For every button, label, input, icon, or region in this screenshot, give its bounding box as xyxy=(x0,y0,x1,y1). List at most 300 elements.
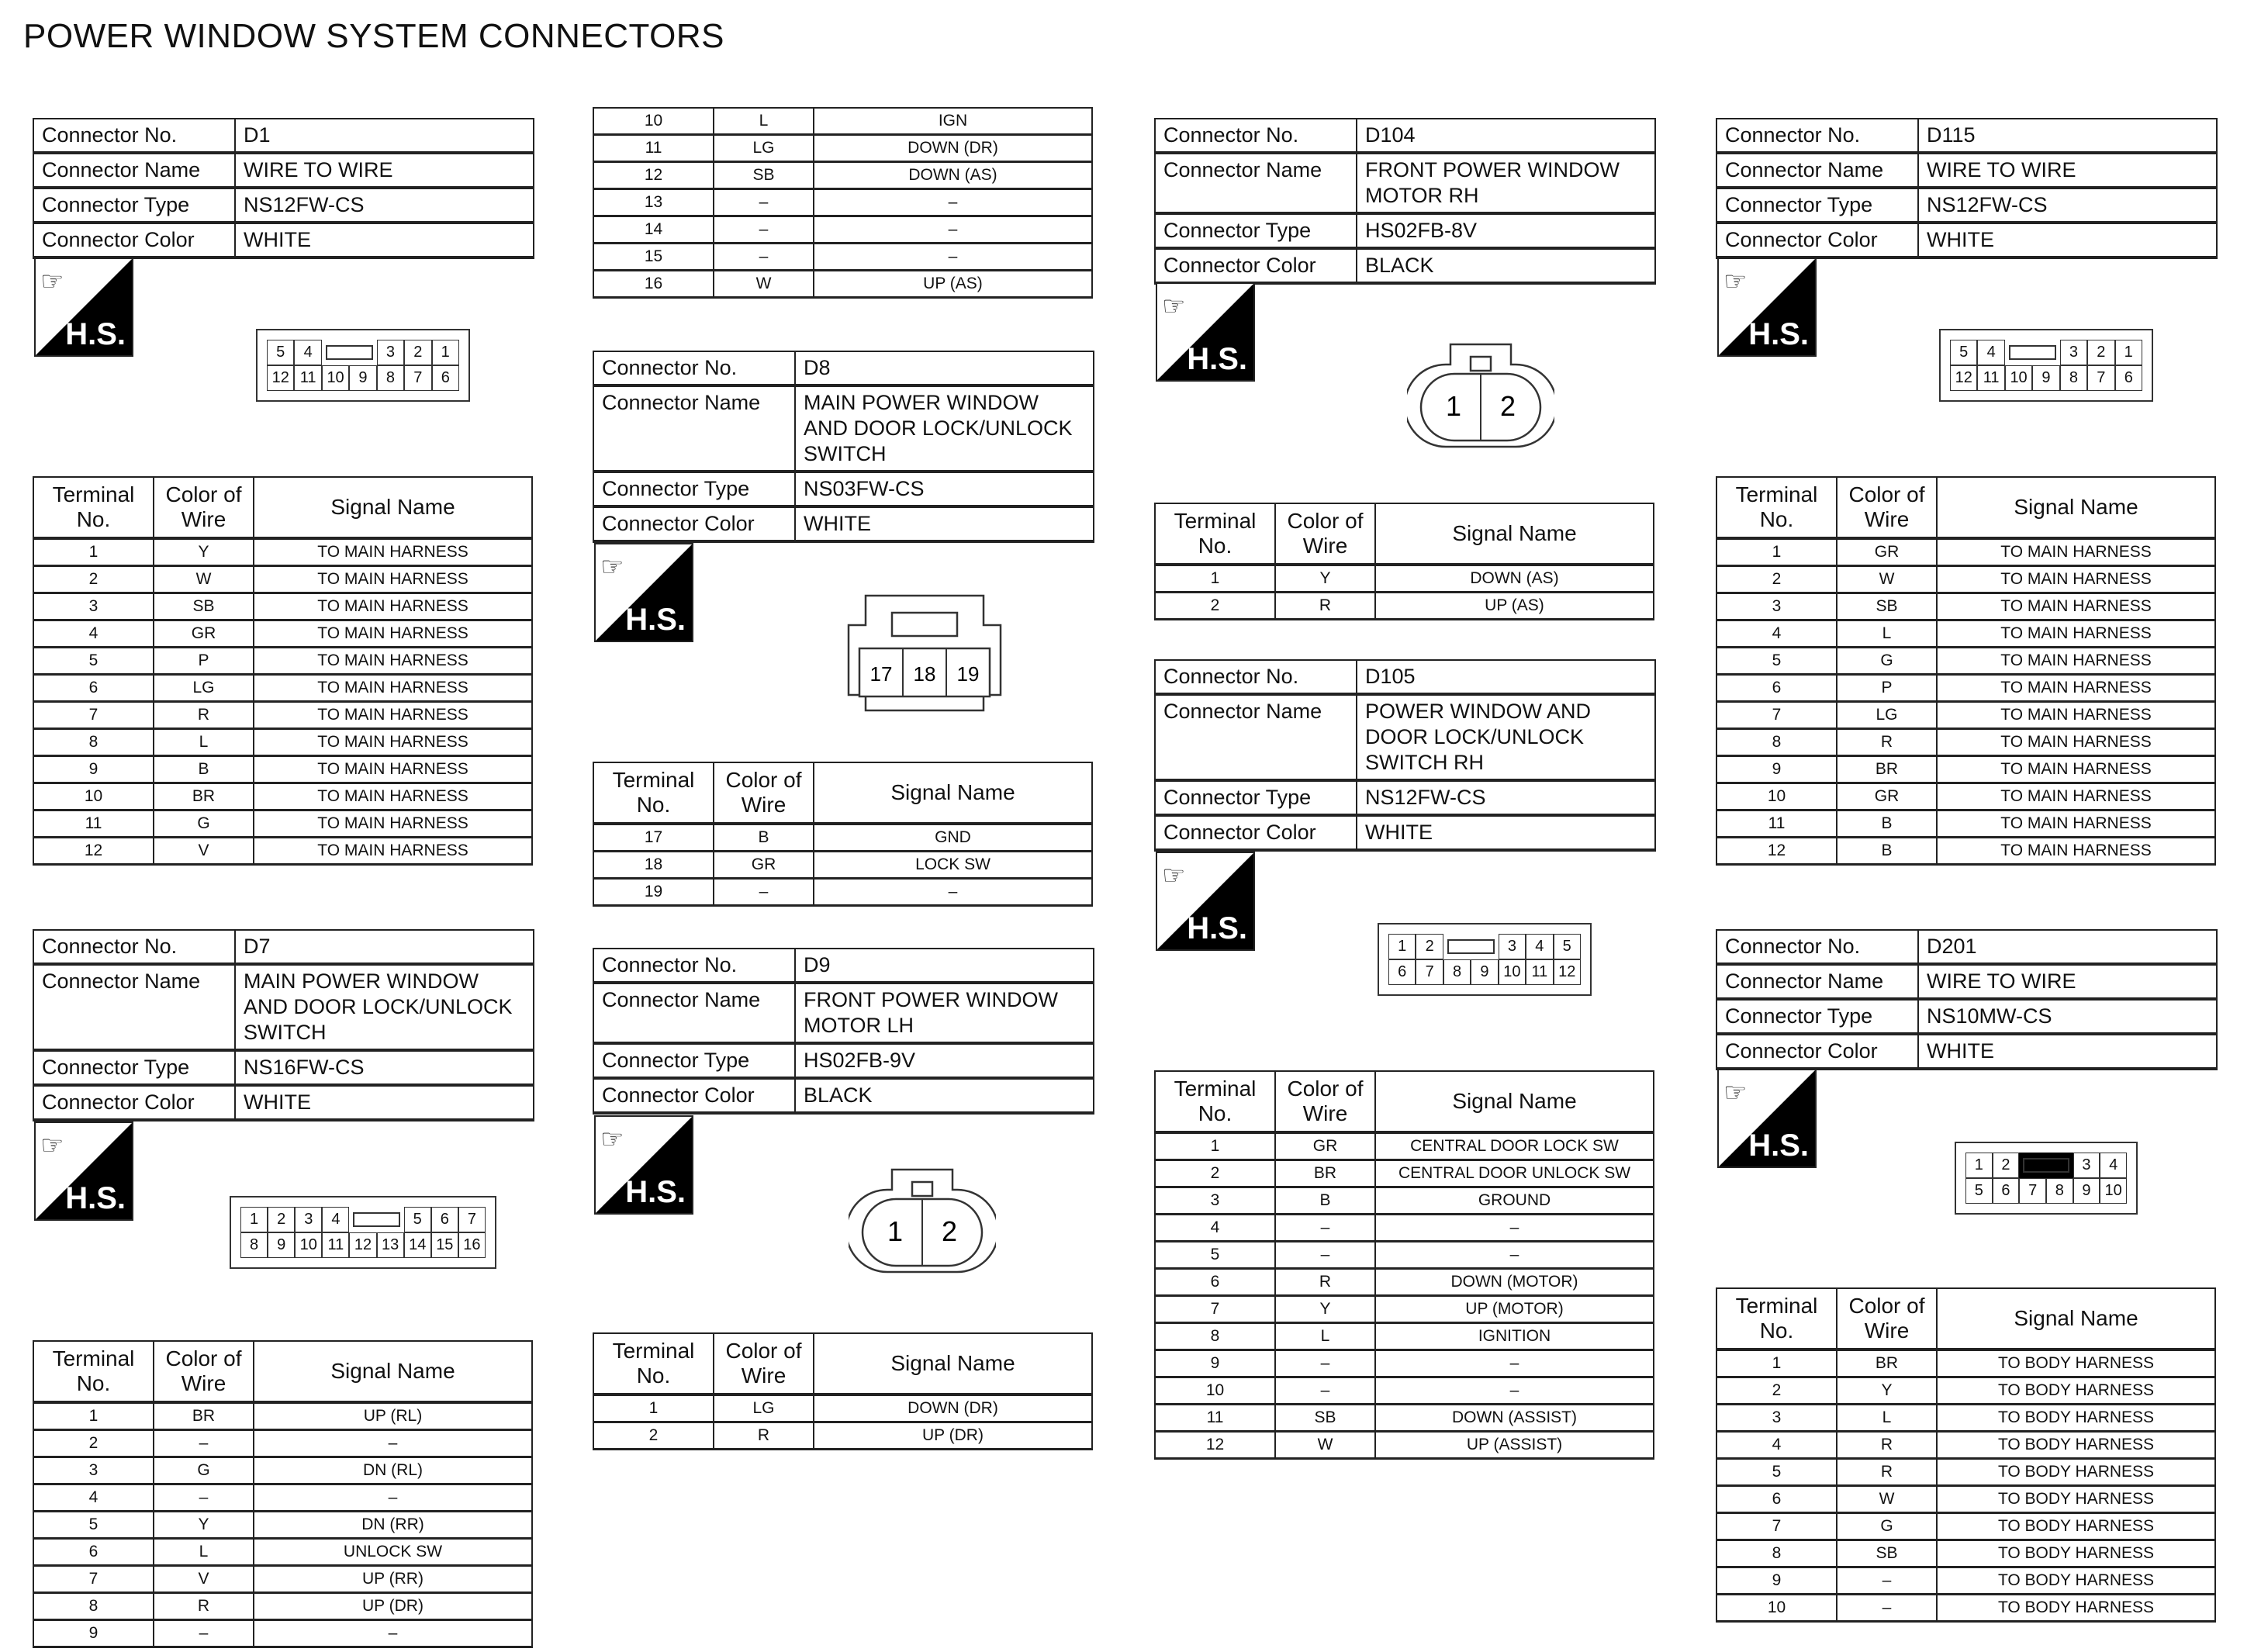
info-label: Connector Color xyxy=(33,1085,235,1120)
table-row xyxy=(593,216,1092,244)
info-label: Connector Color xyxy=(33,223,235,257)
table-cell: B xyxy=(1275,1187,1375,1215)
hand-icon: ☞ xyxy=(1162,861,1186,890)
table-cell: LG xyxy=(154,675,254,702)
info-value: WHITE xyxy=(795,506,1094,541)
column-header: Terminal No. xyxy=(33,477,154,538)
pin-label: 4 xyxy=(294,340,321,365)
info-value: NS12FW-CS xyxy=(1918,188,2217,223)
table-cell: 12 xyxy=(33,838,154,865)
pin-label: 10 xyxy=(322,365,349,391)
table-cell: LG xyxy=(714,135,814,162)
pin-label: 1 xyxy=(1965,1153,1993,1178)
table-cell: 7 xyxy=(1155,1296,1275,1323)
info-value: D105 xyxy=(1357,660,1655,694)
table-row xyxy=(33,1566,532,1593)
table-row xyxy=(1155,593,1654,620)
table-cell: 6 xyxy=(1716,675,1837,702)
table-cell: 8 xyxy=(33,729,154,756)
info-value: D8 xyxy=(795,351,1094,385)
column-header: Signal Name xyxy=(1937,477,2215,538)
pin-label: 15 xyxy=(431,1232,458,1258)
table-cell: TO MAIN HARNESS xyxy=(1937,838,2215,865)
table-row xyxy=(593,244,1092,271)
table-cell: 2 xyxy=(1716,1377,1837,1405)
table-cell: TO MAIN HARNESS xyxy=(1937,756,2215,783)
table-cell: CENTRAL DOOR UNLOCK SW xyxy=(1375,1160,1654,1187)
table-row xyxy=(1716,729,2215,756)
table-cell: 10 xyxy=(1155,1377,1275,1405)
table-cell: TO MAIN HARNESS xyxy=(254,566,532,593)
info-D1 xyxy=(33,118,534,259)
table-cell: DOWN (DR) xyxy=(814,135,1092,162)
table-cell: 12 xyxy=(1155,1432,1275,1459)
table-cell: R xyxy=(154,1593,254,1620)
table-cell: – xyxy=(254,1620,532,1647)
table-cell: W xyxy=(1837,1486,1937,1513)
table-cell: 10 xyxy=(593,108,714,135)
column-header: Color of Wire xyxy=(1837,1288,1937,1350)
table-cell: L xyxy=(714,108,814,135)
info-label: Connector Type xyxy=(1155,780,1357,815)
table-cell: SB xyxy=(1275,1405,1375,1432)
pin-label: 10 xyxy=(2100,1178,2127,1204)
table-cell: 6 xyxy=(33,675,154,702)
table-cell: V xyxy=(154,1566,254,1593)
pin-label: 11 xyxy=(1526,959,1553,985)
table-cell: – xyxy=(1275,1350,1375,1377)
table-cell: 11 xyxy=(1716,810,1837,838)
table-cell: 7 xyxy=(33,702,154,729)
info-label: Connector Name xyxy=(1155,694,1357,780)
pin-label: 8 xyxy=(377,365,404,391)
info-value: D115 xyxy=(1918,119,2217,153)
table-cell: P xyxy=(1837,675,1937,702)
info-label: Connector Name xyxy=(1716,153,1918,188)
info-label: Connector No. xyxy=(33,930,235,964)
info-label: Connector Color xyxy=(593,1078,795,1113)
column-header: Color of Wire xyxy=(1275,1071,1375,1132)
info-value: WHITE xyxy=(1918,223,2217,257)
table-row xyxy=(33,729,532,756)
info-value: BLACK xyxy=(795,1078,1094,1113)
table-cell: DOWN (AS) xyxy=(1375,565,1654,593)
table-cell: 1 xyxy=(593,1395,714,1422)
table-cell: W xyxy=(1275,1432,1375,1459)
table-cell: TO MAIN HARNESS xyxy=(1937,783,2215,810)
table-cell: GR xyxy=(714,852,814,879)
table-cell: TO BODY HARNESS xyxy=(1937,1513,2215,1540)
table-row xyxy=(1716,1350,2215,1377)
info-value: BLACK xyxy=(1357,248,1655,283)
table-cell: – xyxy=(1275,1215,1375,1242)
info-D105 xyxy=(1154,659,1656,852)
table-row xyxy=(593,879,1092,906)
table-row xyxy=(1155,1132,1654,1160)
table-cell: – xyxy=(154,1430,254,1457)
table-cell: 11 xyxy=(33,810,154,838)
pin-label: 11 xyxy=(322,1232,349,1258)
info-D8 xyxy=(593,351,1094,543)
table-cell: 7 xyxy=(1716,1513,1837,1540)
pin-label: 2 xyxy=(268,1207,295,1232)
table-cell: 3 xyxy=(1716,1405,1837,1432)
info-value: WIRE TO WIRE xyxy=(235,153,534,188)
connector-face-D115 xyxy=(1939,329,2153,402)
table-row xyxy=(1716,1486,2215,1513)
table-cell: TO MAIN HARNESS xyxy=(1937,538,2215,566)
table-cell: – xyxy=(154,1620,254,1647)
info-label: Connector Type xyxy=(1155,213,1357,248)
pin-label: 10 xyxy=(2005,365,2032,391)
table-row xyxy=(1155,1160,1654,1187)
table-cell: GND xyxy=(814,824,1092,852)
info-D115 xyxy=(1716,118,2218,259)
pin-label: 5 xyxy=(267,340,294,365)
pin-label: 4 xyxy=(2100,1153,2127,1178)
pin-label: 12 xyxy=(349,1232,376,1258)
table-cell: G xyxy=(154,1457,254,1484)
hs-badge-D9 xyxy=(594,1115,693,1215)
table-cell: GROUND xyxy=(1375,1187,1654,1215)
table-cell: 1 xyxy=(1155,565,1275,593)
pin-label: 2 xyxy=(1993,1153,2020,1178)
info-label: Connector No. xyxy=(1155,660,1357,694)
table-row xyxy=(33,1457,532,1484)
table-cell: 16 xyxy=(593,271,714,298)
connector-face-D8 xyxy=(845,594,1004,712)
table-cell: Y xyxy=(154,538,254,566)
table-row xyxy=(1155,1242,1654,1269)
pin-label: 5 xyxy=(1554,934,1581,959)
info-label: Connector Name xyxy=(33,964,235,1050)
table-cell: R xyxy=(1275,1269,1375,1296)
table-cell: 15 xyxy=(593,244,714,271)
table-row xyxy=(593,852,1092,879)
table-cell: SB xyxy=(714,162,814,189)
hs-label: H.S. xyxy=(65,1181,126,1215)
table-cell: – xyxy=(814,244,1092,271)
table-cell: 10 xyxy=(33,783,154,810)
info-value: FRONT POWER WINDOW MOTOR LH xyxy=(795,983,1094,1043)
table-cell: TO BODY HARNESS xyxy=(1937,1540,2215,1567)
pin-label: 2 xyxy=(2087,340,2114,365)
table-row xyxy=(1716,620,2215,648)
pin-label: 6 xyxy=(1993,1178,2020,1204)
table-row xyxy=(1716,756,2215,783)
table-cell: BR xyxy=(1837,1350,1937,1377)
table-row xyxy=(1155,1269,1654,1296)
info-label: Connector Color xyxy=(593,506,795,541)
table-cell: R xyxy=(1837,1432,1937,1459)
table-cell: TO MAIN HARNESS xyxy=(1937,675,2215,702)
info-label: Connector Name xyxy=(1716,964,1918,999)
table-cell: LG xyxy=(1837,702,1937,729)
table-cell: BR xyxy=(154,783,254,810)
hand-icon: ☞ xyxy=(40,1131,64,1160)
table-row xyxy=(1716,566,2215,593)
info-value: D201 xyxy=(1918,930,2217,964)
column-header: Color of Wire xyxy=(714,1333,814,1395)
table-cell: TO BODY HARNESS xyxy=(1937,1567,2215,1595)
info-value: MAIN POWER WINDOW AND DOOR LOCK/UNLOCK SWITCH xyxy=(235,964,534,1050)
table-row xyxy=(1716,1567,2215,1595)
table-cell: – xyxy=(714,216,814,244)
table-row xyxy=(33,620,532,648)
table-cell: L xyxy=(154,729,254,756)
table-cell: 3 xyxy=(33,1457,154,1484)
hs-label: H.S. xyxy=(625,603,686,637)
table-row xyxy=(33,1430,532,1457)
info-value: WIRE TO WIRE xyxy=(1918,153,2217,188)
table-cell: 4 xyxy=(1155,1215,1275,1242)
table-cell: – xyxy=(714,879,814,906)
pin-label: 2 xyxy=(941,1215,958,1247)
pin-label: 9 xyxy=(2073,1178,2100,1204)
table-row xyxy=(1716,1377,2215,1405)
table-cell: TO MAIN HARNESS xyxy=(1937,702,2215,729)
table-cell: TO BODY HARNESS xyxy=(1937,1595,2215,1622)
pin-label: 12 xyxy=(267,365,294,391)
connector-face-D104 xyxy=(1407,338,1554,450)
table-cell: 4 xyxy=(33,620,154,648)
info-value: NS10MW-CS xyxy=(1918,999,2217,1034)
pin-label: 10 xyxy=(1499,959,1526,985)
table-cell: 1 xyxy=(33,538,154,566)
pin-label: 14 xyxy=(404,1232,431,1258)
hs-badge-D7 xyxy=(34,1121,133,1221)
column-header: Terminal No. xyxy=(1155,503,1275,565)
info-value: WHITE xyxy=(235,1085,534,1120)
connector-face-D7 xyxy=(230,1196,496,1269)
table-cell: CENTRAL DOOR LOCK SW xyxy=(1375,1132,1654,1160)
pin-label: 5 xyxy=(1965,1178,1993,1204)
table-cell: 4 xyxy=(1716,620,1837,648)
pin-label: 11 xyxy=(1977,365,2004,391)
table-cell: TO MAIN HARNESS xyxy=(1937,620,2215,648)
table-cell: 5 xyxy=(1716,648,1837,675)
table-cell: 1 xyxy=(1716,538,1837,566)
pin-label: 10 xyxy=(295,1232,322,1258)
table-cell: TO MAIN HARNESS xyxy=(1937,648,2215,675)
hand-icon: ☞ xyxy=(600,1125,624,1154)
table-row xyxy=(33,702,532,729)
info-value: NS03FW-CS xyxy=(795,472,1094,506)
table-cell: TO MAIN HARNESS xyxy=(254,838,532,865)
table-cell: UP (AS) xyxy=(1375,593,1654,620)
table-row xyxy=(1716,538,2215,566)
table-cell: 9 xyxy=(1155,1350,1275,1377)
table-row xyxy=(1716,702,2215,729)
table-cell: 14 xyxy=(593,216,714,244)
pin-label: 1 xyxy=(1445,390,1462,422)
table-cell: DN (RR) xyxy=(254,1512,532,1539)
pin-label: 4 xyxy=(1526,934,1553,959)
pin-label: 11 xyxy=(294,365,321,391)
table-row xyxy=(1716,648,2215,675)
hs-badge-D8 xyxy=(594,543,693,642)
pin-label: 13 xyxy=(377,1232,404,1258)
table-cell: 1 xyxy=(1716,1350,1837,1377)
pin-label: 2 xyxy=(1416,934,1443,959)
terminal-table-D104 xyxy=(1154,503,1654,620)
table-cell: 6 xyxy=(33,1539,154,1566)
table-cell: P xyxy=(154,648,254,675)
info-label: Connector Color xyxy=(1716,1034,1918,1069)
table-cell: 17 xyxy=(593,824,714,852)
column-header: Signal Name xyxy=(814,1333,1092,1395)
table-cell: R xyxy=(714,1422,814,1450)
table-row xyxy=(1716,675,2215,702)
pin-label: 7 xyxy=(2087,365,2114,391)
table-cell: 8 xyxy=(33,1593,154,1620)
table-cell: – xyxy=(1275,1377,1375,1405)
pin-label: 8 xyxy=(2046,1178,2073,1204)
pin-label: 6 xyxy=(432,365,459,391)
info-value: FRONT POWER WINDOW MOTOR RH xyxy=(1357,153,1655,213)
info-label: Connector Type xyxy=(33,1050,235,1085)
connector-face-D9 xyxy=(849,1163,996,1275)
table-cell: – xyxy=(814,189,1092,216)
table-cell: TO MAIN HARNESS xyxy=(1937,593,2215,620)
table-cell: 5 xyxy=(33,1512,154,1539)
table-cell: BR xyxy=(154,1402,254,1430)
table-cell: TO BODY HARNESS xyxy=(1937,1350,2215,1377)
page-title: POWER WINDOW SYSTEM CONNECTORS xyxy=(23,17,724,55)
table-cell: TO MAIN HARNESS xyxy=(254,620,532,648)
table-row xyxy=(1155,1432,1654,1459)
connector-key xyxy=(2019,1153,2073,1178)
pin-label: 8 xyxy=(2060,365,2087,391)
table-cell: L xyxy=(1275,1323,1375,1350)
table-cell: – xyxy=(814,216,1092,244)
info-label: Connector Type xyxy=(1716,999,1918,1034)
info-label: Connector Color xyxy=(1155,248,1357,283)
table-row xyxy=(33,1484,532,1512)
table-row xyxy=(1155,1323,1654,1350)
hand-icon: ☞ xyxy=(600,552,624,582)
table-cell: W xyxy=(154,566,254,593)
table-cell: 2 xyxy=(1155,593,1275,620)
table-cell: – xyxy=(714,244,814,271)
table-cell: BR xyxy=(1275,1160,1375,1187)
table-cell: TO MAIN HARNESS xyxy=(254,729,532,756)
info-value: D1 xyxy=(235,119,534,153)
info-label: Connector No. xyxy=(1716,119,1918,153)
table-cell: 5 xyxy=(1716,1459,1837,1486)
table-cell: 3 xyxy=(1716,593,1837,620)
table-cell: DOWN (AS) xyxy=(814,162,1092,189)
table-cell: L xyxy=(1837,620,1937,648)
pin-label: 2 xyxy=(404,340,431,365)
table-row xyxy=(593,189,1092,216)
table-cell: B xyxy=(1837,838,1937,865)
column-header: Terminal No. xyxy=(33,1341,154,1402)
table-cell: TO BODY HARNESS xyxy=(1937,1459,2215,1486)
info-D104 xyxy=(1154,118,1656,285)
hand-icon: ☞ xyxy=(1723,1078,1748,1108)
table-cell: 7 xyxy=(1716,702,1837,729)
pin-label: 1 xyxy=(2115,340,2142,365)
info-value: D9 xyxy=(795,949,1094,983)
table-cell: UNLOCK SW xyxy=(254,1539,532,1566)
info-label: Connector Color xyxy=(1155,815,1357,850)
pin-label: 6 xyxy=(431,1207,458,1232)
table-cell: 7 xyxy=(33,1566,154,1593)
table-cell: 19 xyxy=(593,879,714,906)
column-header: Color of Wire xyxy=(1275,503,1375,565)
table-cell: 8 xyxy=(1155,1323,1275,1350)
table-row xyxy=(1155,565,1654,593)
table-cell: B xyxy=(154,756,254,783)
table-row xyxy=(593,162,1092,189)
table-cell: – xyxy=(1275,1242,1375,1269)
info-value: WIRE TO WIRE xyxy=(1918,964,2217,999)
table-row xyxy=(1155,1296,1654,1323)
hs-label: H.S. xyxy=(1748,317,1809,351)
table-cell: TO BODY HARNESS xyxy=(1937,1405,2215,1432)
column-header: Color of Wire xyxy=(714,762,814,824)
column-header: Terminal No. xyxy=(593,762,714,824)
column-header: Signal Name xyxy=(254,1341,532,1402)
terminal-table-D201 xyxy=(1716,1287,2216,1623)
table-cell: UP (AS) xyxy=(814,271,1092,298)
info-value: NS12FW-CS xyxy=(235,188,534,223)
pin-label: 6 xyxy=(2115,365,2142,391)
info-label: Connector No. xyxy=(1155,119,1357,153)
info-label: Connector No. xyxy=(1716,930,1918,964)
table-cell: TO MAIN HARNESS xyxy=(254,783,532,810)
table-cell: L xyxy=(154,1539,254,1566)
table-cell: – xyxy=(714,189,814,216)
table-cell: 6 xyxy=(1155,1269,1275,1296)
table-cell: L xyxy=(1837,1405,1937,1432)
info-label: Connector Type xyxy=(1716,188,1918,223)
pin-label: 9 xyxy=(268,1232,295,1258)
column-header: Terminal No. xyxy=(1716,477,1837,538)
table-cell: 18 xyxy=(593,852,714,879)
info-value: MAIN POWER WINDOW AND DOOR LOCK/UNLOCK SWITCH xyxy=(795,385,1094,472)
table-cell: UP (ASSIST) xyxy=(1375,1432,1654,1459)
table-cell: 2 xyxy=(33,1430,154,1457)
pin-label: 12 xyxy=(1950,365,1977,391)
table-cell: 2 xyxy=(593,1422,714,1450)
table-row xyxy=(1155,1350,1654,1377)
table-row xyxy=(1716,1513,2215,1540)
table-cell: UP (DR) xyxy=(254,1593,532,1620)
table-cell: 12 xyxy=(593,162,714,189)
pin-label: 3 xyxy=(377,340,404,365)
pin-label: 19 xyxy=(956,662,980,686)
hs-badge-D105 xyxy=(1156,852,1255,951)
info-value: WHITE xyxy=(1918,1034,2217,1069)
table-cell: GR xyxy=(1837,783,1937,810)
column-header: Signal Name xyxy=(1375,1071,1654,1132)
table-cell: Y xyxy=(154,1512,254,1539)
table-cell: 5 xyxy=(1155,1242,1275,1269)
table-cell: TO MAIN HARNESS xyxy=(1937,566,2215,593)
pin-label: 8 xyxy=(240,1232,268,1258)
terminal-table-D7 xyxy=(33,1340,533,1648)
info-value: NS12FW-CS xyxy=(1357,780,1655,815)
pin-label: 5 xyxy=(1950,340,1977,365)
pin-label: 17 xyxy=(869,662,893,686)
info-value: D104 xyxy=(1357,119,1655,153)
table-cell: G xyxy=(154,810,254,838)
info-label: Connector Name xyxy=(33,153,235,188)
table-cell: – xyxy=(1375,1377,1654,1405)
pin-label: 3 xyxy=(1499,934,1526,959)
